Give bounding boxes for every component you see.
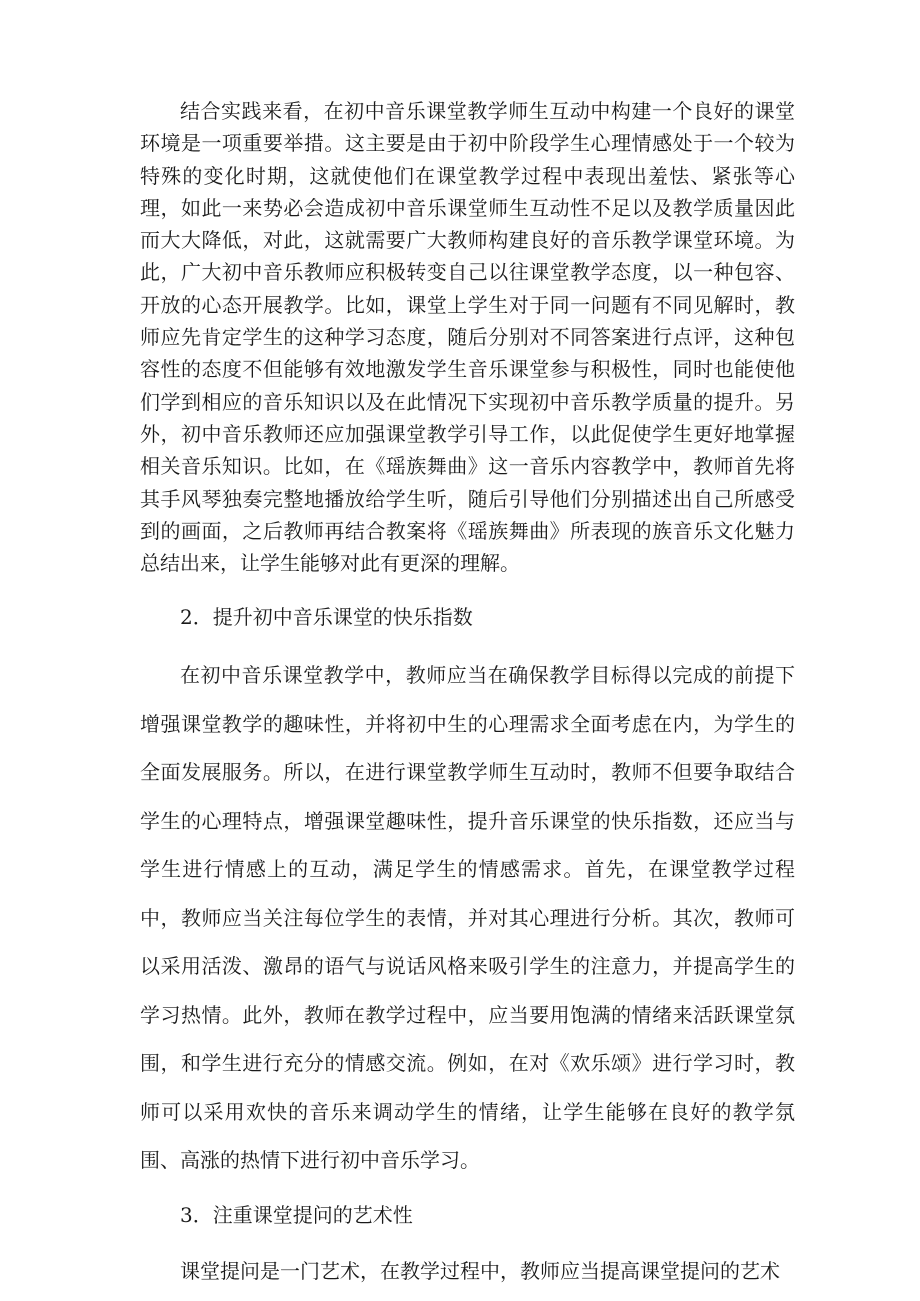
paragraph-gap: [140, 1231, 795, 1247]
paragraph-gap: [140, 633, 795, 651]
paragraph-gap: [140, 1185, 795, 1199]
document-page: [140, 95, 795, 1295]
body-paragraph: 在初中音乐课堂教学中，教师应当在确保教学目标得以完成的前提下增强课堂教学的趣味性，并将初中生的心理需求全面考虑在内，为学生的全面发展服务。所以，在进行课堂教学师生互动时，教师不但要争取结合学生的心理特点，增强课堂趣味性，提升音乐课堂的快乐指数，还应当与学生进行情感上的互动，满足学生的情感需求。首先，在课堂教学过程中，教师应当关注每位学生的表情，并对其心理进行分析。其次，教师可以采用活泼、激昂的语气与说话风格来吸引学生的注意力，并提高学生的学习热情。此外，教师在教学过程中，应当要用饱满的情绪来活跃课堂氛围，和学生进行充分的情感交流。例如，在对《欢乐颂》进行学习时，教师可以采用欢快的音乐来调动学生的情绪，让学生能够在良好的教学氛围、高涨的热情下进行初中音乐学习。: [140, 663, 795, 1173]
section-heading: 2．提升初中音乐课堂的快乐指数: [180, 605, 473, 630]
body-paragraph: 课堂提问是一门艺术，在教学过程中，教师应当提高课堂提问的艺术: [180, 1258, 780, 1283]
section-heading: 3．注重课堂提问的艺术性: [180, 1202, 413, 1227]
paragraph-gap: [140, 579, 795, 601]
body-paragraph: 结合实践来看，在初中音乐课堂教学师生互动中构建一个良好的课堂环境是一项重要举措。这主要是由于初中阶段学生心理情感处于一个较为特殊的变化时期，这就使他们在课堂教学过程中表现出羞怯、紧张等心理，如此一来势必会造成初中音乐课堂师生互动性不足以及教学质量因此而大大降低，对此，这就需要广大教师构建良好的音乐教学课堂环境。为此，广大初中音乐教师应积极转变自己以往课堂教学态度，以一种包容、开放的心态开展教学。比如，课堂上学生对于同一问题有不同见解时，教师应先肯定学生的这种学习态度，随后分别对不同答案进行点评，这种包容性的态度不但能够有效地激发学生音乐课堂参与积极性，同时也能使他们学到相应的音乐知识以及在此情况下实现初中音乐教学质量的提升。另外，初中音乐教师还应加强课堂教学引导工作，以此促使学生更好地掌握相关音乐知识。比如，在《瑶族舞曲》这一音乐内容教学中，教师首先将其手风琴独奏完整地播放给学生听，随后引导他们分别描述出自己所感受到的画面，之后教师再结合教案将《瑶族舞曲》所表现的族音乐文化魅力总结出来，让学生能够对此有更深的理解。: [140, 99, 795, 576]
